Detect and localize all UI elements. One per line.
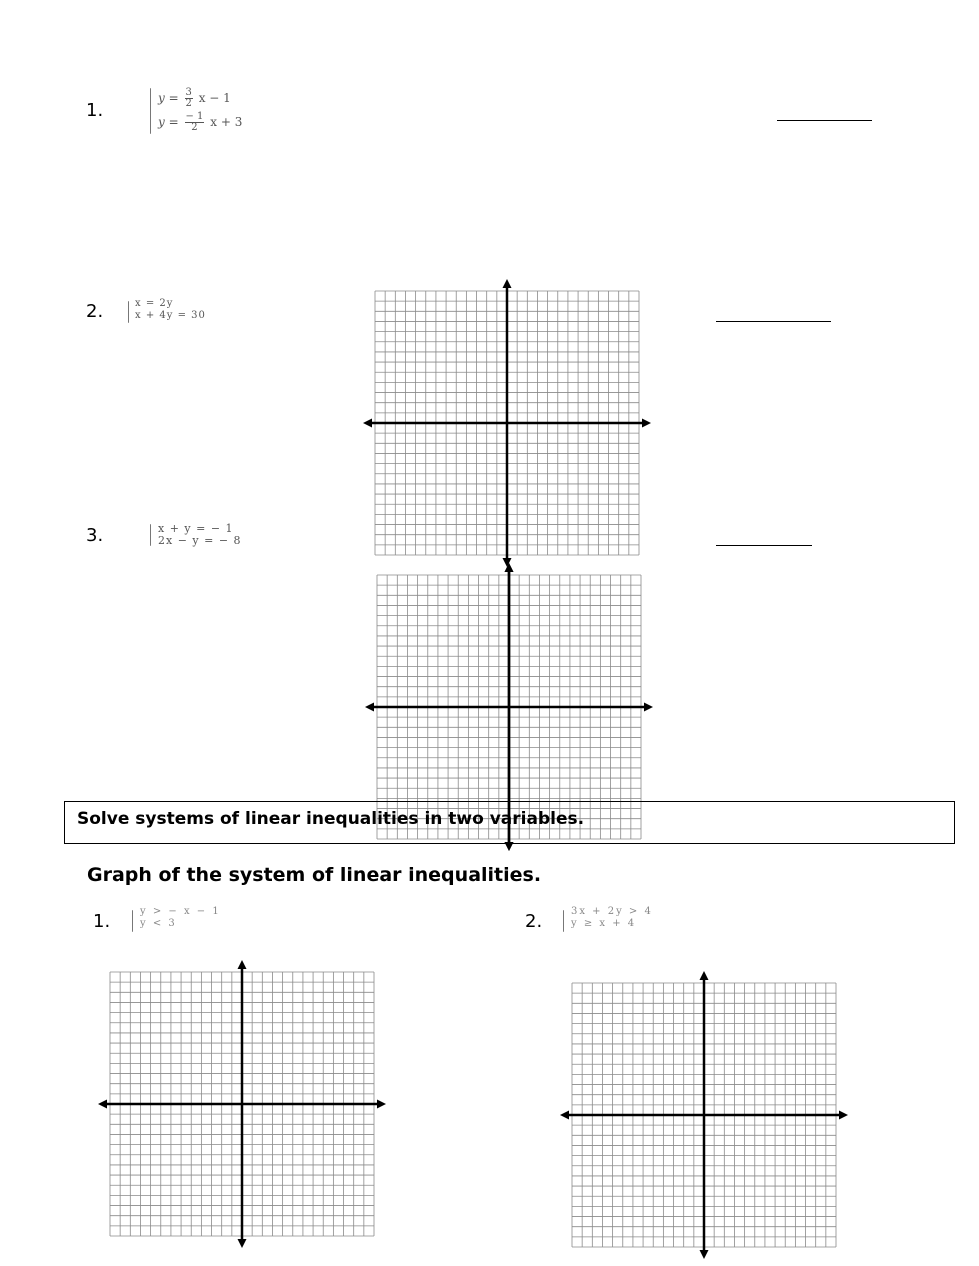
inequality-1-line-1: y > − x − 1 xyxy=(140,906,221,917)
inequality-1-line-2: y < 3 xyxy=(140,918,177,929)
problem-1-number: 1. xyxy=(86,100,104,121)
inequality-1-number: 1. xyxy=(93,911,111,932)
problem-2-brace xyxy=(128,301,129,323)
y-axis-arrow-up xyxy=(238,960,247,969)
problem-1-equation-1: y = $\frac{3}{2}$ x − 1 xyxy=(158,87,231,109)
x-axis-arrow-left xyxy=(560,1111,569,1120)
y-axis-arrow-up xyxy=(503,279,512,288)
inequality-2-line-1: 3x + 2y > 4 xyxy=(571,906,653,917)
x-axis-arrow-right xyxy=(377,1100,386,1109)
problem-2-answer-line[interactable] xyxy=(716,321,831,322)
coordinate-grid-problem-2[interactable] xyxy=(375,291,639,555)
x-axis-arrow-right xyxy=(644,703,653,712)
y-axis-arrow-down xyxy=(700,1250,709,1259)
coordinate-grid-inequality-2[interactable] xyxy=(572,983,836,1247)
problem-3-equation-1: x + y = − 1 xyxy=(158,522,234,535)
problem-3-answer-line[interactable] xyxy=(716,545,812,546)
y-axis-arrow-up xyxy=(700,971,709,980)
problem-2-equation-1: x = 2y xyxy=(135,298,174,309)
problem-2-number: 2. xyxy=(86,301,104,322)
inequality-1-brace xyxy=(132,910,133,932)
coordinate-grid-inequality-1[interactable] xyxy=(110,972,374,1236)
problem-1-equation-2: y = $\frac{- 1}{2}$ x + 3 xyxy=(158,111,243,133)
inequality-2-line-2: y ≥ x + 4 xyxy=(571,918,637,929)
x-axis-arrow-left xyxy=(365,703,374,712)
problem-3-equation-2: 2x − y = − 8 xyxy=(158,534,242,547)
y-axis-arrow-down xyxy=(238,1239,247,1248)
section-banner-text: Solve systems of linear inequalities in two variables. xyxy=(77,809,585,829)
inequality-2-number: 2. xyxy=(525,911,543,932)
x-axis-arrow-left xyxy=(363,419,372,428)
problem-3-number: 3. xyxy=(86,525,104,546)
problem-1-answer-line[interactable] xyxy=(777,120,872,121)
x-axis-arrow-left xyxy=(98,1100,107,1109)
inequality-2-brace xyxy=(563,910,564,932)
problem-2-equation-2: x + 4y = 30 xyxy=(135,310,206,321)
axis-overlay-problem-3 xyxy=(377,575,641,839)
problem-3-brace xyxy=(150,524,151,546)
problem-1-brace xyxy=(150,88,151,134)
section-heading: Graph of the system of linear inequalities. xyxy=(87,864,542,886)
x-axis-arrow-right xyxy=(642,419,651,428)
y-axis-arrow-down xyxy=(505,842,514,851)
x-axis-arrow-right xyxy=(839,1111,848,1120)
